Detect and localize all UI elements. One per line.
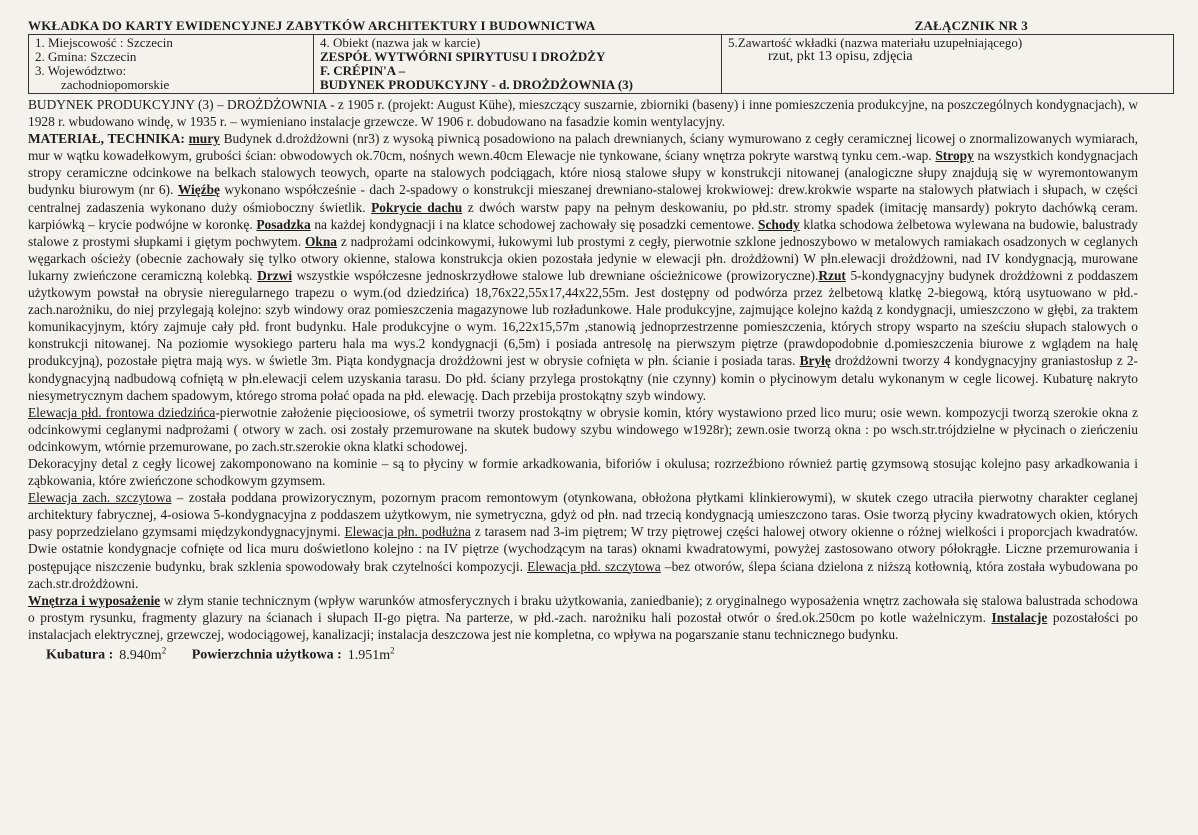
document-title: WKŁADKA DO KARTY EWIDENCYJNEJ ZABYTKÓW ARCHITEKTURY I BUDOWNICTWA bbox=[28, 18, 596, 33]
ceilings-text: na wszystkich kondygnacjach stropy ceramiczne odcinkowe na belkach stalowych teowych, oparte na stalowych podciągach, które niosą stalowe słupy w konstrukcji nitowanej (analogiczne słupy znajdują się w wyremontowanym budynku biurowym (nr 6). bbox=[28, 148, 1138, 198]
summary-footer bbox=[28, 645, 1178, 664]
contents-value: rzut, pkt 13 opisu, zdjęcia bbox=[768, 49, 913, 64]
voivodeship-value: zachodniopomorskie bbox=[61, 77, 170, 92]
south-elevation-heading: Elewacja płd. frontowa dziedzińca bbox=[28, 404, 216, 420]
area-value: 1.951m bbox=[347, 647, 391, 663]
windows-heading: Okna bbox=[305, 233, 338, 249]
volume-label: Kubatura : bbox=[46, 647, 114, 663]
stairs-text: klatka schodowa żelbetowa wylewana na budowie, balustrady stalowe z prostymi słupkami i giętym pochwytem. bbox=[28, 216, 1139, 249]
roof-truss-text: wykonano współcześnie - dach 2-spadowy o konstrukcji mieszanej drewniano-stalowej krokwiowej: drew.krokwie wsparte na stalowych płatwiach i słupach, w części centralnej zadaszenia wykonano duży ośmioboczny świetlik. bbox=[28, 182, 1139, 215]
paragraph-decoration bbox=[28, 455, 1138, 489]
roofing-heading: Pokrycie dachu bbox=[371, 199, 463, 215]
location-line: 1. Miejscowość : Szczecin bbox=[35, 35, 173, 50]
volume-value-wrap bbox=[119, 645, 167, 663]
info-table bbox=[28, 34, 1174, 94]
ceilings-heading: Stropy bbox=[935, 148, 974, 164]
plan-text: 5-kondygnacyjny budynek drożdżowni z poddaszem użytkowym powstał na obrysie nieregularnego trapezu o wym.(od dziedzińca) 18,76x22,55x17,44x22,55m. Jest dostępny od podwórza przez żelbetową klatkę 2-biegową, którą usytuowano w płd.-zach.narożniku, do niej przylegają kolejno: szyb windowy oraz pomieszczenia magazynowe lub rozładunkowe. Hale produkcyjne, zajmujące kolejno każdą z kondygnacji, umieszczono w głębi, za traktem komunikacyjnym, który zajmuje cały płd. front budynku. Hale produkcyjne o wym. 16,22x15,57m ,stanowią jednoprzestrzenne pomieszczenia, których stropy wsparto na sześciu słupach stalowych o konstrukcji nitowanej. Na poziomie wysokiego parteru hala ma wys.2 kondygnacji (6,5m) i posiada antresolę na pierwszym piętrze (prawdopodobnie d.pomieszczenia biurowe z wglądem na halę produkcyjną), pozostałe piętra mają wys. w świetle 3m. Piąta kondygnacja drożdżowni jest w obrysie cofnięta w płn. ścianie i posiada taras. bbox=[28, 267, 1138, 369]
paragraph-other-elevations bbox=[28, 489, 1138, 592]
object-name-line1: ZESPÓŁ WYTWÓRNI SPIRYTUSU I DROŻDŻY bbox=[320, 49, 606, 64]
volume-unit-sup: 2 bbox=[161, 645, 167, 655]
municipality-line: 2. Gmina: Szczecin bbox=[35, 49, 137, 64]
attachment-number: ZAŁĄCZNIK NR 3 bbox=[914, 18, 1028, 33]
massing-text: drożdżowni tworzy 4 kondygnacyjny graniastosłup z 2-kondygnacyjną nadbudową cofniętą w płn.elewacji celem uzyskania tarasu. Do płd. ściany przylega prostokątny (nie czynny) komin o płycinowym detalu wykonanym w cegle licowej. Kubaturę nakryto niesymetrycznym dachem spadowym, którego stroma połać opada na płd. elewację. Dach przebija prostokątny szyb windowy. bbox=[28, 353, 1138, 403]
floor-heading: Posadzka bbox=[256, 216, 311, 232]
document-header bbox=[28, 8, 1178, 34]
massing-heading: Bryłę bbox=[799, 353, 831, 369]
walls-text: Budynek d.drożdżowni (nr3) z wysoką piwnicą posadowiono na palach drewnianych, ściany wymurowano z cegły ceramicznej licowej o znormalizowanych wymiarach, mur w wątku kowadełkowym, grubości ścian: obwodowych ok.70cm, nośnych wewn.40cm Elewacje nie tynkowane, ściany wnętrza pokryte warstwą tynku cem.-wap. bbox=[28, 131, 1138, 164]
object-name-line2: F. CRÉPIN'A – bbox=[320, 63, 406, 78]
floor-text: na każdej kondygnacji i na klatce schodowej zachowały się posadzki cementowe. bbox=[310, 216, 758, 232]
walls-heading: mury bbox=[188, 131, 220, 147]
paragraph-interiors bbox=[28, 592, 1138, 643]
area-unit-sup: 2 bbox=[390, 645, 395, 655]
roofing-text: z dwóch warstw papy na pełnym deskowaniu, po płd.str. stromy spadek (imitację mansardy) pokryto dachówką ceram. karpiówką – krycie podwójne w koronkę. bbox=[28, 199, 1138, 232]
north-elevation-heading: Elewacja płn. podłużna bbox=[344, 524, 471, 540]
installations-heading: Instalacje bbox=[991, 609, 1048, 625]
decoration-text: Dekoracyjny detal z cegły licowej zakomponowano na kominie – są to płyciny w formie arkadkowania, biforiów i okulusa; rozrzeźbiono również partię gzymsową stosując kolejno pasy arkadkowania i ząbkowania, które zwieńczone schodkowym gzymsem. bbox=[28, 455, 1138, 489]
contents-cell bbox=[722, 35, 1174, 94]
volume-value: 8.940m bbox=[119, 647, 162, 663]
area-label: Powierzchnia użytkowa : bbox=[191, 647, 342, 663]
paragraph-intro bbox=[28, 96, 1138, 130]
description-body bbox=[28, 96, 1138, 643]
paragraph-material bbox=[28, 130, 1138, 404]
doors-text: wszystkie współczesne jednoskrzydłowe stalowe lub drewniane ościeżnicowe (prowizoryczne). bbox=[292, 267, 819, 283]
north-elevation-text: z tarasem nad 3-im piętrem; W trzy piętrowej części halowej otwory okienne o różnej wielkości i proporcjach kwadratów. Dwie ostatnie kondygnacje cofnięte od lica muru doświetlono kolejno : na IV piętrze (wychodzącym na taras) oknami kwadratowymi, powyżej zastosowano otwory półokrągłe. Liczne przemurowania i postępujące niszczenie budynku, brak szklenia spowodowały brak czytelności kompozycji. bbox=[28, 524, 1138, 574]
south-gable-heading: Elewacja płd. szczytowa bbox=[527, 558, 661, 574]
area-value-wrap bbox=[347, 645, 395, 663]
document-page bbox=[28, 8, 1178, 664]
interiors-heading: Wnętrza i wyposażenie bbox=[28, 592, 161, 608]
paragraph-south-elevation bbox=[28, 404, 1138, 455]
south-elevation-text: -pierwotnie założenie pięcioosiowe, oś symetrii tworzy prostokątny w obrysie komin, który wystawiono przed lico muru; osie wewn. kompozycji tworzą szerokie okna z odcinkowymi ceglanymi nadprożami ( otwory w zach. osi zostały przemurowane na skutek budowy szybu windowego w1928r); zewn.osie tworzą okna : po wsch.str.trójdzielne w płycinach o zieńczeniu odcinkowym, wtórnie przemurowane, po zach.str.szerokie okna klatki schodowej. bbox=[28, 404, 1138, 454]
windows-text: z nadprożami odcinkowymi, łukowymi lub prostymi z cegły, pierwotnie szklone jednoszybowo w metalowych ramiakach osadzonych w ceglanych węgarkach ościeży (obecnie zachowały się tylko otwory okienne, stalowa konstrukcja okien pozostała jedynie w elewacji płn. drożdżowni) W płn.elewacji drożdżowni, nad IV kondygnacją, murowane lukarny zwieńczone ceramiczną kolebką. bbox=[28, 233, 1138, 283]
interiors-text: w złym stanie technicznym (wpływ warunków atmosferycznych i braku użytkowania, zaniedbanie); z oryginalnego wyposażenia wnętrz zachowała się stalowa balustrada schodowa o prostym rysunku, fragmenty glazury na ścianach i słupach II-go piętra. Na parterze, w płd.-zach. narożniku hali pozostał otwór o śred.ok.250cm po kotle ważelniczym. bbox=[28, 592, 1138, 625]
object-cell bbox=[314, 35, 722, 94]
south-gable-text: –bez otworów, ślepa ściana dzielona z niższą kotłownią, która została wybudowana po zach.str.drożdżowni. bbox=[28, 558, 1138, 591]
west-elevation-heading: Elewacja zach. szczytowa bbox=[28, 490, 172, 506]
contents-label: 5.Zawartość wkładki (nazwa materiału uzupełniającego) bbox=[728, 35, 1023, 50]
installations-text: pozostałości po instalacjach elektrycznej, grzewczej, wodociągowej, kanalizacji; instalacja deszczowa jest nie kompletna, co wpływa na pogarszanie stanu technicznego budynku. bbox=[28, 609, 1138, 642]
voivodeship-line: 3. Województwo: bbox=[35, 63, 127, 78]
object-name-line3: BUDYNEK PRODUKCYJNY - d. DROŻDŻOWNIA (3) bbox=[320, 77, 633, 92]
doors-heading: Drzwi bbox=[257, 267, 293, 283]
material-heading: MATERIAŁ, TECHNIKA: bbox=[28, 131, 185, 147]
roof-truss-heading: Więźbę bbox=[177, 182, 220, 198]
location-cell bbox=[29, 35, 314, 94]
west-elevation-text: – została poddana prowizorycznym, pozornym pracom remontowym (otynkowana, obłożona płytkami klinkierowymi), w skutek czego utraciła pierwotny charakter ceglanej architektury fabrycznej, 4-osiowa 5-kondygnacyjna z poddaszem użytkowym, nie symetryczna, gdyż od płn. nad trzecią kondygnacją umieszczono taras. Osie tworzą płyciny kwadratowych okien, których pasy poprzedzielano gzymsami międzykondygnacyjnymi. bbox=[28, 490, 1138, 540]
stairs-heading: Schody bbox=[758, 216, 800, 232]
plan-heading: Rzut bbox=[818, 267, 846, 283]
intro-text: BUDYNEK PRODUKCYJNY (3) – DROŻDŻOWNIA - z 1905 r. (projekt: August Kühe), mieszczący suszarnie, zbiorniki (baseny) i inne pomieszczenia produkcyjne, na poszczególnych kondygnacjach), w 1928 r. wbudowano windę, w 1935 r. – wymieniano instalacje grzewcze. W 1906 r. dobudowano na fasadzie komin wentylacyjny. bbox=[28, 97, 1138, 130]
object-label: 4. Obiekt (nazwa jak w karcie) bbox=[320, 35, 481, 50]
